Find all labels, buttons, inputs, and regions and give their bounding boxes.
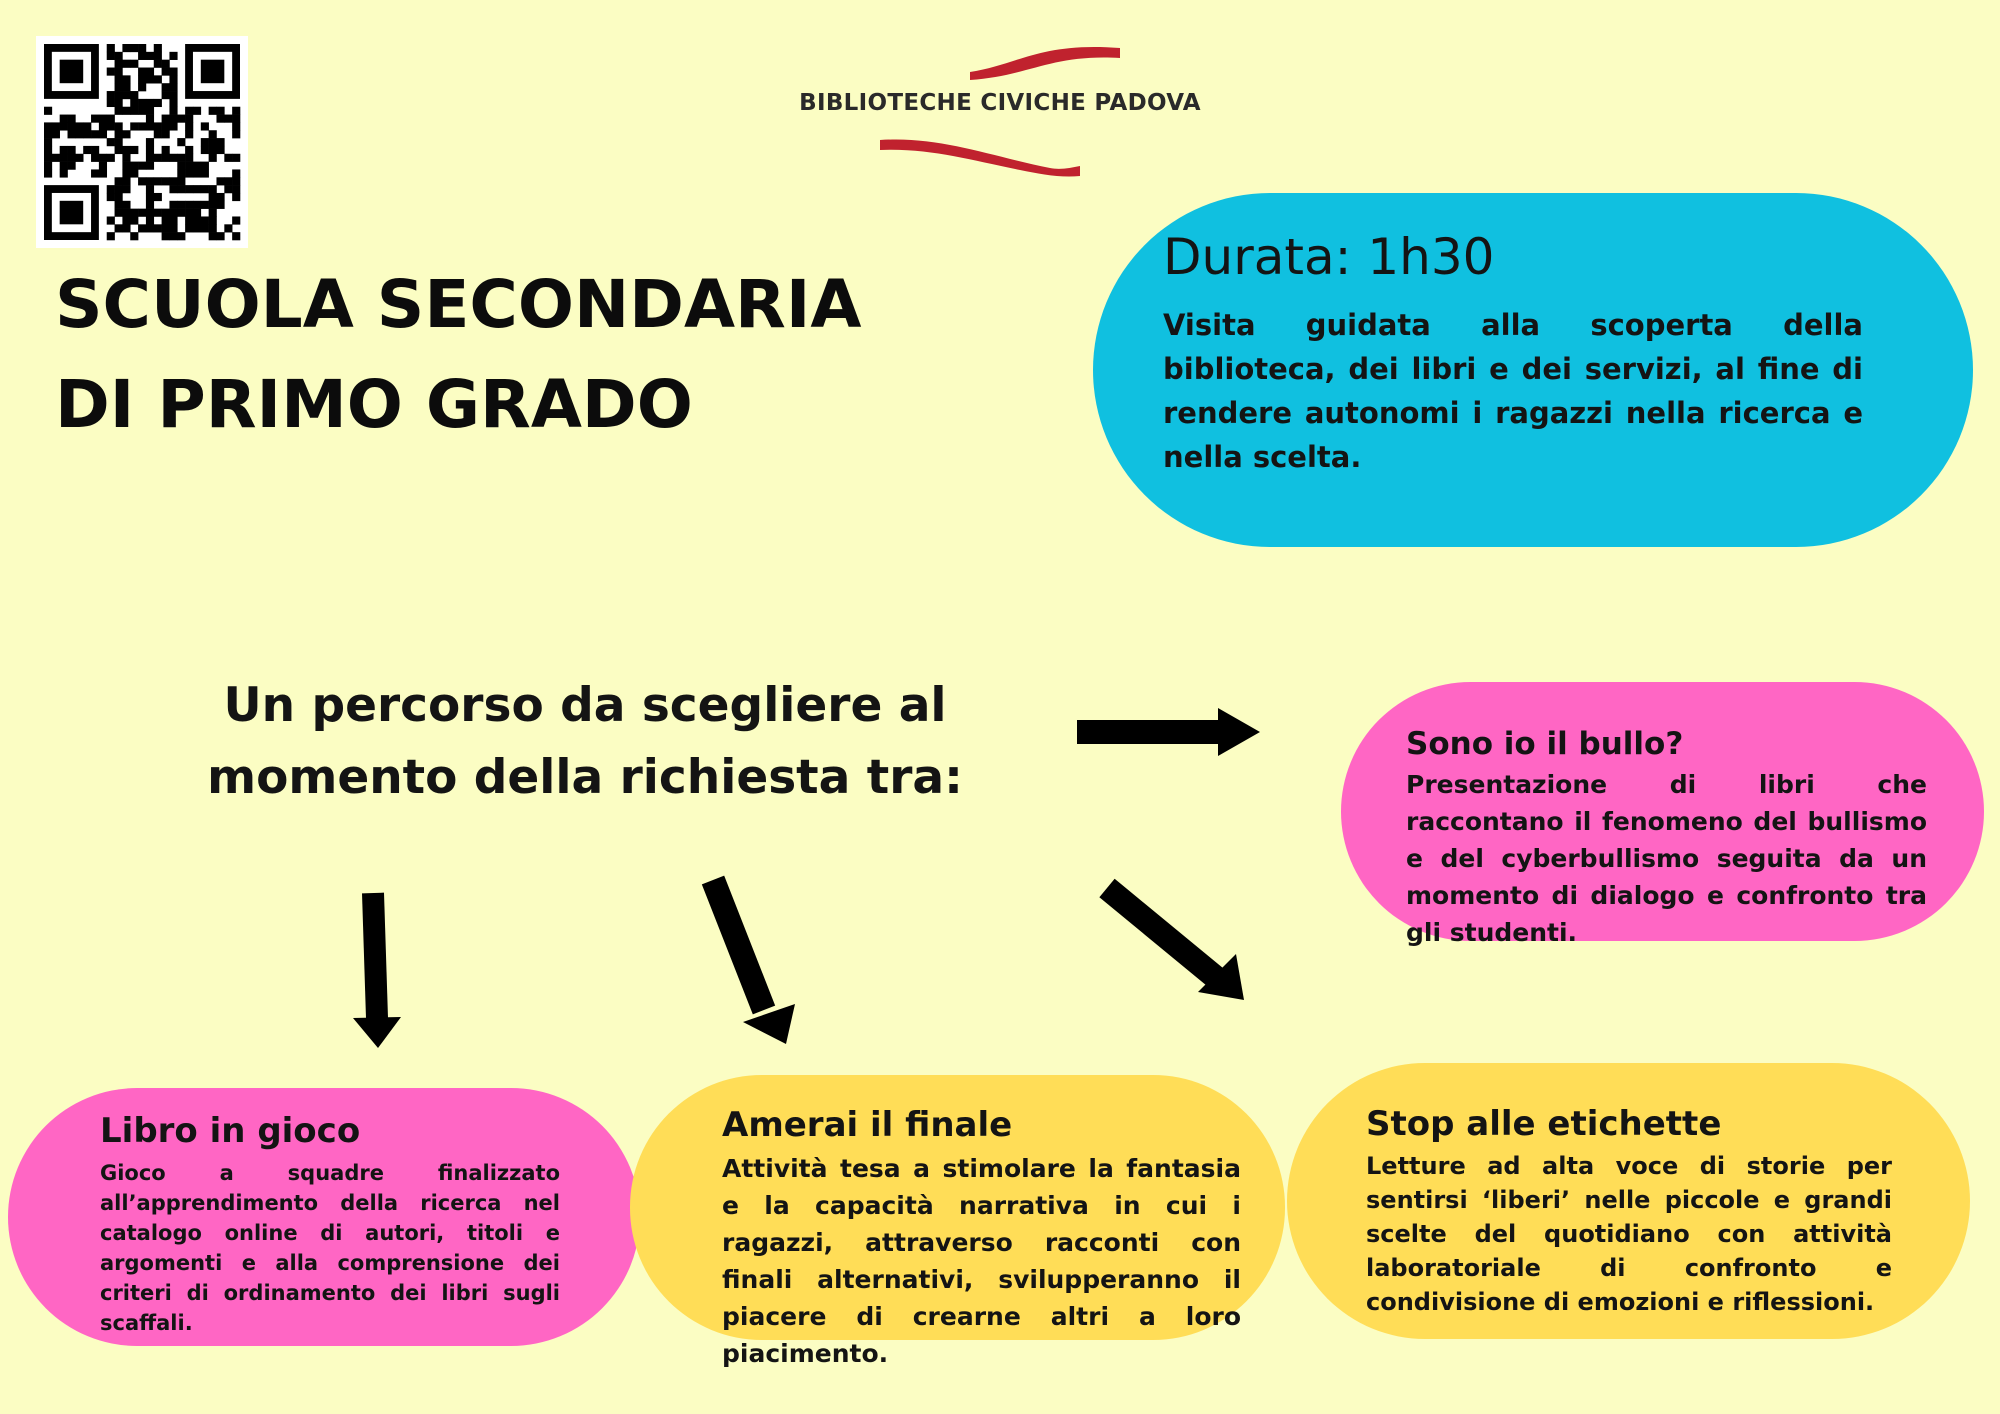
option-card-libro xyxy=(8,1088,640,1346)
arrow-icon xyxy=(353,893,401,1048)
qr-code-icon[interactable] xyxy=(36,36,248,248)
option-description: Gioco a squadre finalizzato all’apprendimento della ricerca nel catalogo online di autori, titoli e argomenti e alla comprensione dei criteri di ordinamento dei libri sugli scaffali. xyxy=(100,1161,560,1335)
option-title: Amerai il finale xyxy=(722,1105,1013,1145)
option-description: Presentazione di libri che raccontano il fenomeno del bullismo e del cyberbullismo seguita da un momento di dialogo e confronto tra gli studenti. xyxy=(1406,770,1927,947)
arrow-icon xyxy=(713,880,795,1044)
logo-text: BIBLIOTECHE CIVICHE PADOVA xyxy=(799,90,1201,116)
option-title: Libro in gioco xyxy=(100,1111,361,1151)
option-title: Sono io il bullo? xyxy=(1406,726,1684,762)
durata-heading: Durata: 1h30 xyxy=(1163,228,1495,286)
durata-description: Visita guidata alla scoperta della biblioteca, dei libri e dei servizi, al fine di rendere autonomi i ragazzi nella ricerca e nella scelta. xyxy=(1163,308,1863,474)
durata-card xyxy=(1093,193,1973,547)
title-line-1: SCUOLA SECONDARIA xyxy=(55,266,862,343)
option-description: Attività tesa a stimolare la fantasia e la capacità narrativa in cui i ragazzi, attraverso racconti con finali alternativi, svilupperanno il piacere di crearne altri a loro piacimento. xyxy=(722,1154,1241,1368)
arrow-icon xyxy=(1107,888,1244,1000)
intro-line-1: Un percorso da scegliere al xyxy=(223,678,947,733)
title-line-2: DI PRIMO GRADO xyxy=(55,366,693,443)
library-logo xyxy=(790,40,1210,180)
intro-line-2: momento della richiesta tra: xyxy=(207,750,963,805)
intro-text xyxy=(180,670,990,814)
arrow-icon xyxy=(1077,708,1260,756)
option-title: Stop alle etichette xyxy=(1366,1104,1722,1144)
option-card-bullo xyxy=(1341,682,1984,947)
option-card-stop xyxy=(1287,1063,1970,1339)
option-description: Letture ad alta voce di storie per sentirsi ‘liberi’ nelle piccole e grandi scelte del quotidiano con attività laboratoriale di confronto e condivisione di emozioni e riflessioni. xyxy=(1366,1152,1892,1316)
option-card-amerai xyxy=(630,1075,1285,1368)
page-title xyxy=(55,255,955,455)
